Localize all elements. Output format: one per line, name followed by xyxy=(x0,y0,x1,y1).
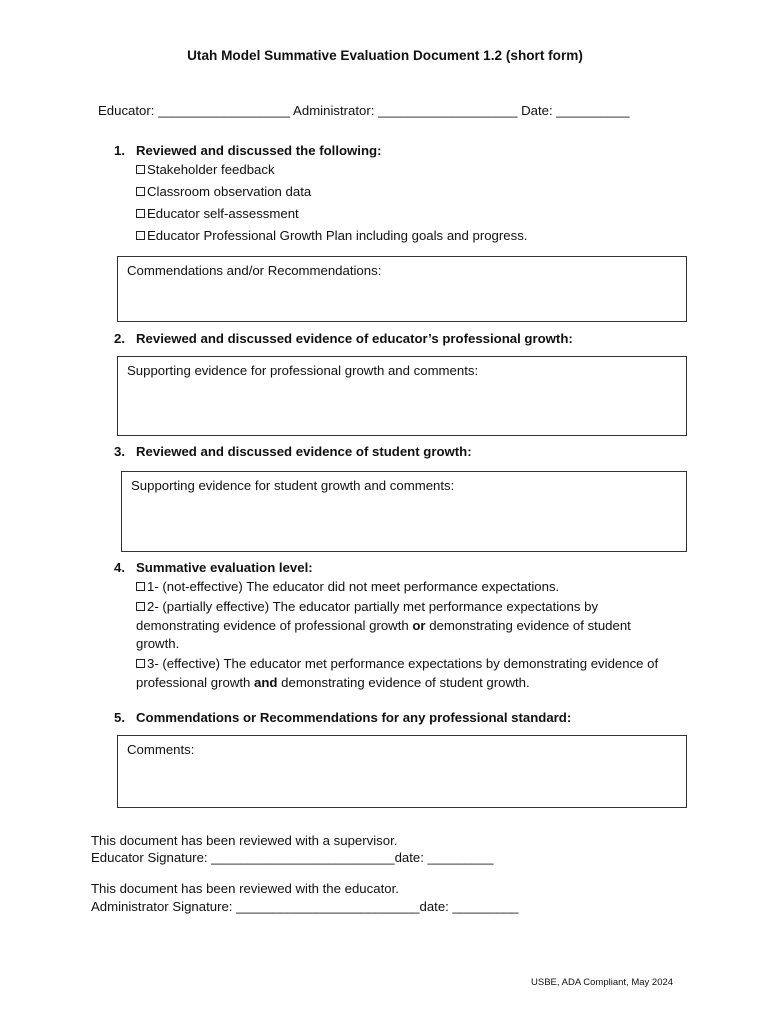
checkbox-icon xyxy=(136,659,145,668)
checkbox-icon xyxy=(136,187,145,196)
educator-signature-line[interactable]: Educator Signature: _________________________date: _________ xyxy=(91,850,494,865)
checkbox-icon xyxy=(136,231,145,240)
section-number: 2. xyxy=(114,331,125,346)
checkbox-icon xyxy=(136,209,145,218)
box-label: Commendations and/or Recommendations: xyxy=(127,263,382,278)
educator-note: This document has been reviewed with the educator. xyxy=(91,881,399,896)
section-number: 3. xyxy=(114,444,125,459)
section-3-heading xyxy=(114,444,472,459)
level-2-option[interactable] xyxy=(136,598,666,654)
info-line: Educator: __________________ Administrator: ___________________ Date: __________ xyxy=(98,103,630,118)
level-1-option[interactable] xyxy=(136,579,559,594)
checkbox-self-assessment[interactable] xyxy=(136,206,299,221)
administrator-signature-line[interactable]: Administrator Signature: _________________________date: _________ xyxy=(91,899,519,914)
checkbox-label: Classroom observation data xyxy=(147,184,312,199)
section-title: Summative evaluation level: xyxy=(136,560,313,575)
level-text-end: demonstrating evidence of student growth. xyxy=(277,674,530,690)
section-4-heading xyxy=(114,560,313,575)
section-title: Commendations or Recommendations for any professional standard: xyxy=(136,710,572,725)
section-number: 4. xyxy=(114,560,125,575)
checkbox-icon xyxy=(136,165,145,174)
level-emphasis: and xyxy=(254,674,278,690)
section-2-heading xyxy=(114,331,573,346)
commendations-box[interactable] xyxy=(117,256,687,322)
section-title: Reviewed and discussed evidence of student growth: xyxy=(136,444,472,459)
professional-growth-box[interactable] xyxy=(117,356,687,436)
checkbox-label: Educator self-assessment xyxy=(147,206,299,221)
section-5-heading xyxy=(114,710,571,725)
level-text: 2- (partially effective) The educator partially met performance expectations by demonstrating evidence of professional growth xyxy=(136,599,599,633)
checkbox-label: Stakeholder feedback xyxy=(147,162,275,177)
page-title: Utah Model Summative Evaluation Document 1.2 (short form) xyxy=(187,48,583,63)
section-number: 1. xyxy=(114,143,125,158)
level-text: 1- (not-effective) The educator did not meet performance expectations. xyxy=(147,579,560,594)
level-text: 3- (effective) The educator met performance expectations by demonstrating evidence of professional growth xyxy=(136,656,659,690)
box-label: Comments: xyxy=(127,742,195,757)
comments-box[interactable] xyxy=(117,735,687,808)
level-emphasis: or xyxy=(412,617,426,633)
box-label: Supporting evidence for professional growth and comments: xyxy=(127,363,479,378)
section-1-heading xyxy=(114,143,381,158)
checkbox-stakeholder-feedback[interactable] xyxy=(136,162,275,177)
checkbox-label: Educator Professional Growth Plan including goals and progress. xyxy=(147,228,528,243)
student-growth-box[interactable] xyxy=(121,471,687,552)
level-3-option[interactable] xyxy=(136,655,676,692)
checkbox-growth-plan[interactable] xyxy=(136,228,527,243)
checkbox-icon xyxy=(136,582,145,591)
level-text-end: demonstrating evidence of student growth. xyxy=(136,617,631,651)
section-title: Reviewed and discussed the following: xyxy=(136,143,382,158)
section-number: 5. xyxy=(114,710,125,725)
checkbox-classroom-observation[interactable] xyxy=(136,184,311,199)
box-label: Supporting evidence for student growth and comments: xyxy=(131,478,455,493)
section-title: Reviewed and discussed evidence of educator’s professional growth: xyxy=(136,331,573,346)
supervisor-note: This document has been reviewed with a supervisor. xyxy=(91,833,398,848)
checkbox-icon xyxy=(136,602,145,611)
footer-note: USBE, ADA Compliant, May 2024 xyxy=(531,977,674,988)
